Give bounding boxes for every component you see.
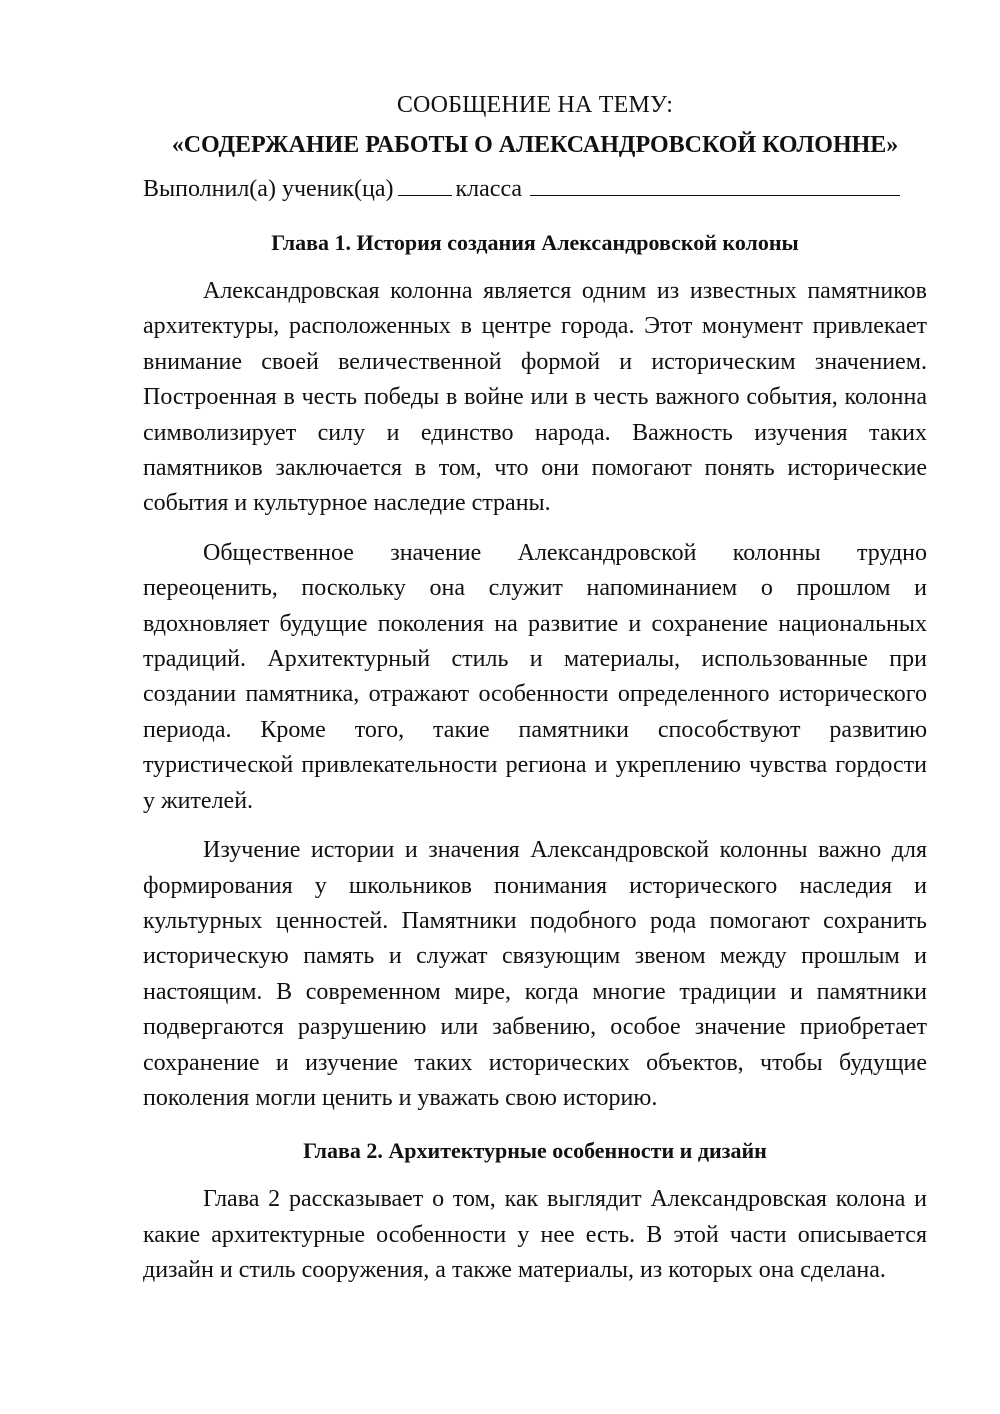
class-word: класса (455, 176, 523, 202)
document-title-topic: «СОДЕРЖАНИЕ РАБОТЫ О АЛЕКСАНДРОВСКОЙ КОЛОННЕ» (171, 132, 899, 158)
class-blank-field (530, 175, 900, 196)
chapter-2-paragraph-1: Глава 2 рассказывает о том, как выглядит Александровская колона и какие архитектурные особенности у нее есть. В этой части описывается дизайн и стиль сооружения, а также материалы, из которых она сделана. (143, 1186, 927, 1284)
author-line (143, 174, 927, 204)
chapter-1-heading: Глава 1. История создания Александровской колоны (271, 230, 799, 255)
grade-blank-field (398, 175, 452, 196)
document-page (143, 90, 927, 1303)
chapter-1-paragraph-2: Общественное значение Александровской колонны трудно переоценить, поскольку она служит напоминанием о прошлом и вдохновляет будущие поколения на развитие и сохранение национальных традиций. Архитектурный стиль и материалы, использованные при создании памятника, отражают особенности определенного исторического периода. Кроме того, такие памятники способствуют развитию туристической привлекательности региона и укреплению чувства гордости у жителей. (143, 539, 927, 814)
chapter-1-paragraph-3: Изучение истории и значения Александровской колонны важно для формирования у школьников понимания исторического наследия и культурных ценностей. Памятники подобного рода помогают сохранить историческую память и служат связующим звеном между прошлым и настоящим. В современном мире, когда многие традиции и памятники подвергаются разрушению или забвению, особое значение приобретает сохранение и изучение таких исторических объектов, чтобы будущие поколения могли ценить и уважать свою историю. (143, 837, 927, 1111)
chapter-2-heading: Глава 2. Архитектурные особенности и дизайн (303, 1138, 767, 1164)
author-prefix: Выполнил(а) ученик(ца) (143, 176, 394, 202)
chapter-1-paragraph-1: Александровская колонна является одним из известных памятников архитектуры, расположенных в центре города. Этот монумент привлекает внимание своей величественной формой и историческим значением. Построенная в честь победы в войне или в честь важного события, колонна символизирует силу и единство народа. Важность изучения таких памятников заключается в том, что они помогают понять исторические события и культурное наследие страны. (143, 278, 927, 517)
document-title-label: СООБЩЕНИЕ НА ТЕМУ: (396, 92, 674, 118)
